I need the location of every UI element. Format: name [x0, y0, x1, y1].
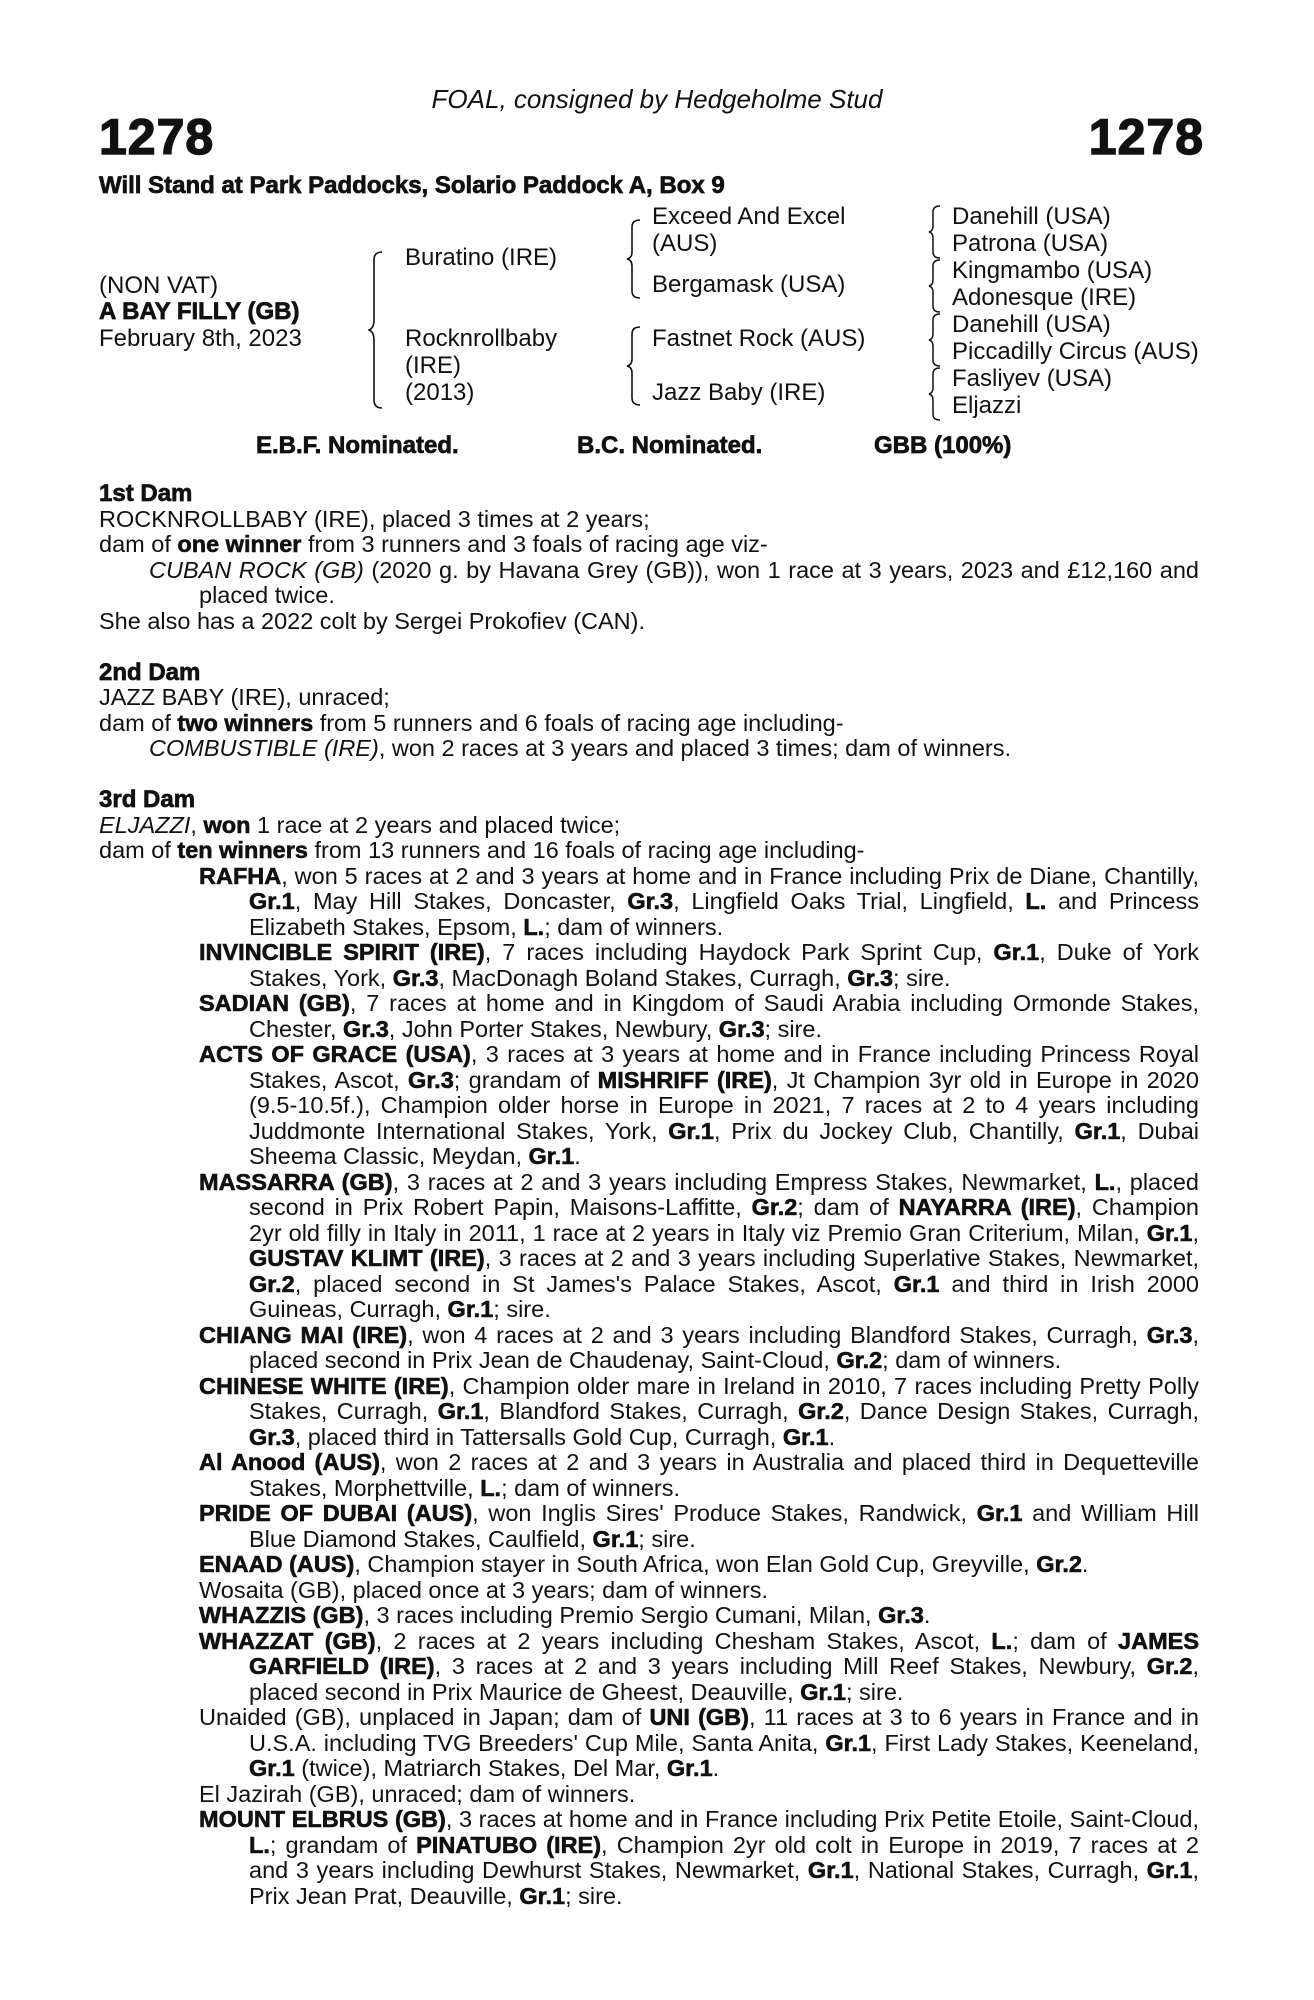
vat-status: (NON VAT) — [99, 272, 219, 299]
progeny-invincible-spirit: INVINCIBLE SPIRIT (IRE), 7 races including Haydock Park Sprint Cup, Gr.1, Duke of York Stakes, York, Gr.3, MacDonagh Boland Stakes, Curragh, Gr.3; sire. — [199, 939, 1199, 991]
pedigree-dds: Fasliyev (USA) — [952, 365, 1113, 392]
pedigree-brace-sd — [928, 258, 942, 314]
consignor-line: FOAL, consigned by Hedgeholme Stud — [431, 84, 883, 114]
pedigree-sire: Buratino (IRE) — [405, 244, 558, 271]
progeny-chinese-white: CHINESE WHITE (IRE), Champion older mare in Ireland in 2010, 7 races including Pretty Polly Stakes, Curragh, Gr.1, Blandford Stakes, Curragh, Gr.2, Dance Design Stakes, Curragh, Gr.3, placed third in Tattersalls Gold Cup, Curragh, Gr.1. — [199, 1372, 1200, 1450]
progeny-whazzis: WHAZZIS (GB), 3 races including Premio Sergio Cumani, Milan, Gr.3. — [199, 1602, 931, 1628]
pedigree-dss: Danehill (USA) — [952, 311, 1111, 338]
first-dam-line1: ROCKNROLLBABY (IRE), placed 3 times at 2 years; — [99, 505, 650, 532]
bc-nominated: B.C. Nominated. — [577, 432, 763, 459]
progeny-pride-of-dubai: PRIDE OF DUBAI (AUS), won Inglis Sires' Produce Stakes, Randwick, Gr.1 and William Hill Blue Diamond Stakes, Caulfield, Gr.1; sire. — [199, 1500, 1200, 1552]
third-dam-progeny-chiang-mai: CHIANG MAI (IRE), won 4 races at 2 and 3 years including Blandford Stakes, Curragh, Gr.3, placed second in Prix Jean de Chaudenay, Saint-Cloud, Gr.2; dam of winners. — [199, 1321, 1200, 1373]
pedigree-ddd: Eljazzi — [952, 392, 1022, 419]
first-dam-heading: 1st Dam — [99, 480, 193, 507]
pedigree-brace-ss — [928, 204, 942, 260]
third-dam-line2: dam of ten winners from 13 runners and 16 foals of racing age including- — [99, 837, 865, 863]
pedigree-brace-main — [368, 250, 384, 410]
lot-number-left: 1278 — [99, 109, 215, 165]
stand-location: Will Stand at Park Paddocks, Solario Paddock A, Box 9 — [99, 172, 725, 199]
pedigree-brace-ds — [928, 312, 942, 368]
catalogue-body — [99, 481, 1199, 1909]
third-dam-progeny-wosaita: Wosaita (GB), placed once at 3 years; dam of winners. — [199, 1576, 769, 1603]
progeny-enaad: ENAAD (AUS), Champion stayer in South Africa, won Elan Gold Cup, Greyville, Gr.2. — [199, 1551, 1089, 1577]
pedigree-sds: Kingmambo (USA) — [952, 257, 1153, 284]
progeny-acts-of-grace: ACTS OF GRACE (USA), 3 races at 3 years at home and in France including Princess Royal Stakes, Ascot, Gr.3; grandam of MISHRIFF (IRE), Jt Champion 3yr old in Europe in 2020 (9.5-10.5f.), Champion older horse in Europe in 2021, 7 races at 2 to 4 years including Juddmonte International Stakes, York, Gr.1, Prix du Jockey Club, Chantilly, Gr.1, Dubai Sheema Classic, Meydan, Gr.1. — [199, 1041, 1199, 1169]
third-dam-heading: 3rd Dam — [99, 786, 196, 813]
third-dam-line1: ELJAZZI, won 1 race at 2 years and placed twice; — [99, 811, 621, 838]
pedigree-ssd: Patrona (USA) — [952, 230, 1109, 257]
pedigree-sire-sire-line1: Exceed And Excel — [652, 203, 846, 230]
second-dam-line1: JAZZ BABY (IRE), unraced; — [99, 684, 390, 710]
progeny-unaided: Unaided (GB), unplaced in Japan; dam of UNI (GB), 11 races at 3 to 6 years in France and in U.S.A. including TVG Breeders' Cup Mile, Santa Anita, Gr.1, First Lady Stakes, Keeneland, Gr.1 (twice), Matriarch Stakes, Del Mar, Gr.1. — [199, 1704, 1199, 1781]
horse-name: A BAY FILLY (GB) — [99, 298, 300, 325]
pedigree-dam-sire: Fastnet Rock (AUS) — [652, 325, 866, 352]
first-dam-line2: dam of one winner from 3 runners and 3 foals of racing age viz- — [99, 531, 768, 557]
gbb-status: GBB (100%) — [874, 432, 1012, 459]
pedigree-brace-sire — [626, 218, 642, 300]
second-dam-line2: dam of two winners from 5 runners and 6 foals of racing age including- — [99, 709, 844, 736]
progeny-whazzat: WHAZZAT (GB), 2 races at 2 years including Chesham Stakes, Ascot, L.; dam of JAMES GARFIELD (IRE), 3 races at 2 and 3 years including Mill Reef Stakes, Newbury, Gr.2, placed second in Prix Maurice de Gheest, Deauville, Gr.1; sire. — [199, 1627, 1199, 1705]
third-dam-progeny-el-jazirah: El Jazirah (GB), unraced; dam of winners. — [199, 1780, 636, 1807]
progeny-sadian: SADIAN (GB), 7 races at home and in Kingdom of Saudi Arabia including Ormonde Stakes, Chester, Gr.3, John Porter Stakes, Newbury, Gr.3; sire. — [199, 990, 1199, 1042]
second-dam-heading: 2nd Dam — [99, 658, 201, 686]
foaling-date: February 8th, 2023 — [99, 325, 302, 352]
third-dam-progeny-rafha: RAFHA, won 5 races at 2 and 3 years at home and in France including Prix de Diane, Chantilly, Gr.1, May Hill Stakes, Doncaster, Gr.3, Lingfield Oaks Trial, Lingfield, L. and Princess Elizabeth Stakes, Epsom, L.; dam of winners. — [199, 862, 1199, 940]
second-dam-progeny: COMBUSTIBLE (IRE), won 2 races at 3 years and placed 3 times; dam of winners. — [149, 735, 1012, 761]
pedigree-dam-line2: (IRE) — [405, 352, 461, 379]
progeny-massarra: MASSARRA (GB), 3 races at 2 and 3 years including Empress Stakes, Newmarket, L., placed second in Prix Robert Papin, Maisons-Laffitte, Gr.2; dam of NAYARRA (IRE), Champion 2yr old filly in Italy in 2011, 1 race at 2 years in Italy viz Premio Gran Criterium, Milan, Gr.1, GUSTAV KLIMT (IRE), 3 races at 2 and 3 years including Superlative Stakes, Newmarket, Gr.2, placed second in St James's Palace Stakes, Ascot, Gr.1 and third in Irish 2000 Guineas, Curragh, Gr.1; sire. — [199, 1168, 1200, 1322]
lot-number-right: 1278 — [1088, 109, 1204, 165]
pedigree-dsd: Piccadilly Circus (AUS) — [952, 338, 1199, 365]
first-dam-also: She also has a 2022 colt by Sergei Prokofiev (CAN). — [99, 607, 645, 634]
pedigree-sdd: Adonesque (IRE) — [952, 284, 1137, 311]
pedigree-brace-dd — [928, 366, 942, 422]
first-dam-progeny: CUBAN ROCK (GB) (2020 g. by Havana Grey (GB)), won 1 race at 3 years, 2023 and £12,160 and placed twice. — [149, 556, 1199, 608]
progeny-mount-elbrus: MOUNT ELBRUS (GB), 3 races at home and in France including Prix Petite Etoile, Saint-Cloud, L.; grandam of PINATUBO (IRE), Champion 2yr old colt in Europe in 2019, 7 races at 2 and 3 years including Dewhurst Stakes, Newmarket, Gr.1, National Stakes, Curragh, Gr.1, Prix Jean Prat, Deauville, Gr.1; sire. — [199, 1806, 1200, 1909]
pedigree-sire-sire-line2: (AUS) — [652, 230, 718, 257]
pedigree-sire-dam: Bergamask (USA) — [652, 271, 846, 298]
ebf-nominated: E.B.F. Nominated. — [256, 432, 459, 459]
pedigree-dam-line3: (2013) — [405, 379, 475, 406]
pedigree-brace-dam — [626, 325, 642, 407]
third-dam-progeny-al-anood: Al Anood (AUS), won 2 races at 2 and 3 years in Australia and placed third in Dequetteville Stakes, Morphettville, L.; dam of winners. — [199, 1449, 1199, 1501]
pedigree-dam-line1: Rocknrollbaby — [405, 325, 558, 352]
pedigree-dam-dam: Jazz Baby (IRE) — [652, 379, 826, 406]
pedigree-sss: Danehill (USA) — [952, 203, 1111, 230]
